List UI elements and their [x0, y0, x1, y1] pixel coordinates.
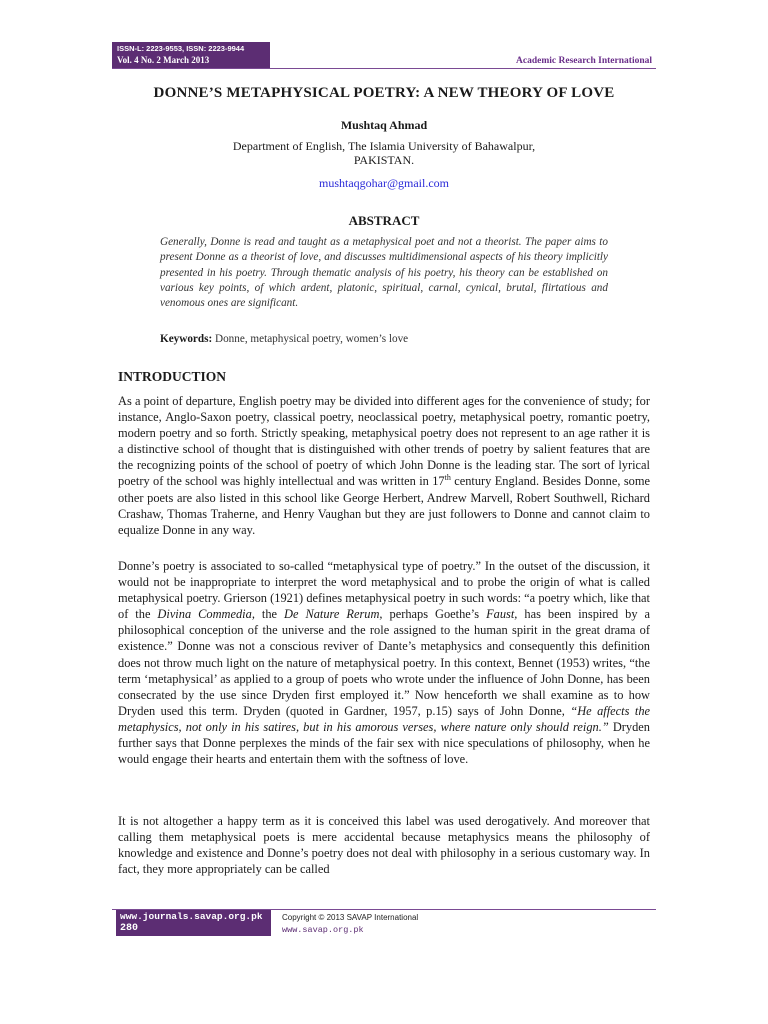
page-number: 280: [120, 923, 139, 934]
affiliation-line-1: Department of English, The Islamia University of Bahawalpur,: [232, 139, 536, 153]
introduction-heading: INTRODUCTION: [118, 369, 227, 384]
paper-title: DONNE’S METAPHYSICAL POETRY: A NEW THEORY OF LOVE: [153, 85, 615, 101]
footer-copyright: Copyright © 2013 SAVAP International: [282, 913, 419, 922]
p2-italic-faust: Faust,: [486, 607, 518, 622]
p2-italic-rerum: De Nature Rerum,: [284, 607, 383, 622]
header-journal-name: Academic Research International: [516, 56, 652, 66]
abstract-text: Generally, Donne is read and taught as a metaphysical poet and not a theorist. The paper aims to present Donne as a theorist of love, and discusses multidimensional aspects of his theory implicitly presented in his poetry. Through thematic analysis of his poetry, his theory can be established on various key points, of which ardent, platonic, spiritual, carnal, cynical, brutal, flirtatious and venomous ones are significant.: [160, 236, 608, 310]
p1-text-b: century England. Besides Donne, some other poets are also listed in this school like George Herbert, Andrew Marvell, Robert Southwell, Richard Crashaw, Thomas Traherne, and Henry Vaughan but they are just followers to Donne and cannot claim to equalize Donne in any way.: [118, 474, 650, 537]
p2-text-b: the: [254, 607, 285, 622]
abstract-heading: ABSTRACT: [348, 213, 420, 228]
author-affiliation: [0, 139, 768, 167]
p1-superscript: th: [444, 473, 451, 483]
p1-text-a: As a point of departure, English poetry may be divided into different ages for the convenience of study; for instance, Anglo-Saxon poetry, classical poetry, neoclassical poetry, metaphysical poetry, romantic poetry, modern poetry and so forth. Strictly speaking, metaphysical poetry does not represent to an age rather it is a distinctive school of thought that is distinguished with other trends of poetry by salient features that are the recognizing points of the school of poetry of which John Donne is the leading star. The sort of lyrical poetry of the school was highly intellectual and was written in 17: [118, 394, 650, 489]
p2-text-d: has been inspired by a philosophical conception of the universe and the role assigned to the human spirit in the great drama of existence.” Donne was not a conscious reviver of Dante’s metaphysics and consequently this definition does not throw much light on the nature of metaphysical poetry. In this context, Bennet (1953) writes, “the term ‘metaphysical’ as applied to a group of poets who wrote under the influence of John Donne, has been consecrated by the use since Dryden first employed it.” Now henceforth we shall examine as to how Dryden used this term. Dryden (quoted in Gardner, 1957, p.15) says of John Donne,: [118, 607, 651, 718]
header-issue-box: [112, 42, 270, 68]
p2-italic-quote: “He affects the metaphysics, not only in his satires, but in his amorous verses, where nature only should reign.”: [118, 703, 651, 734]
keywords-text: Donne, metaphysical poetry, women’s love: [212, 333, 409, 345]
header-volume: Vol. 4 No. 2 March 2013: [117, 55, 210, 65]
p2-text-a: Donne’s poetry is associated to so-called “metaphysical type of poetry.” In the outset of the discussion, it would not be inappropriate to interpret the word metaphysical and to probe the origin of what is called metaphysical poetry. Grierson (1921) defines metaphysical poetry in such words: “a poetry which, like that of the: [118, 559, 650, 622]
header-issn: ISSN-L: 2223-9553, ISSN: 2223-9944: [117, 44, 245, 53]
footer-box: [116, 910, 271, 936]
author-email-link[interactable]: mushtaqgohar@gmail.com: [318, 176, 450, 190]
p2-text-e: Dryden further says that Donne perplexes the minds of the fair sex with nice speculations of philosophy, when he would engage their hearts and entertain them with the softness of love.: [118, 719, 650, 767]
footer-journal-url[interactable]: www.journals.savap.org.pk: [120, 911, 263, 922]
affiliation-line-2: PAKISTAN.: [353, 153, 415, 167]
header-divider: [112, 68, 656, 69]
intro-paragraph-2: [118, 558, 650, 767]
author-name: Mushtaq Ahmad: [340, 118, 428, 132]
footer-site-link[interactable]: www.savap.org.pk: [282, 925, 364, 935]
keywords: [160, 333, 408, 345]
intro-paragraph-1: [118, 393, 650, 538]
p2-text-c: perhaps Goethe’s: [382, 607, 487, 622]
intro-paragraph-3: It is not altogether a happy term as it is conceived this label was used derogatively. And moreover that calling them metaphysical poets is mere accidental because metaphysics means the philosophy of knowledge and existence and Donne’s poetry does not deal with philosophy in a serious customary way. In fact, they more appropriately can be called: [118, 814, 650, 877]
keywords-label: Keywords:: [160, 333, 213, 345]
p2-italic-divina: Divina Commedia,: [157, 607, 255, 622]
